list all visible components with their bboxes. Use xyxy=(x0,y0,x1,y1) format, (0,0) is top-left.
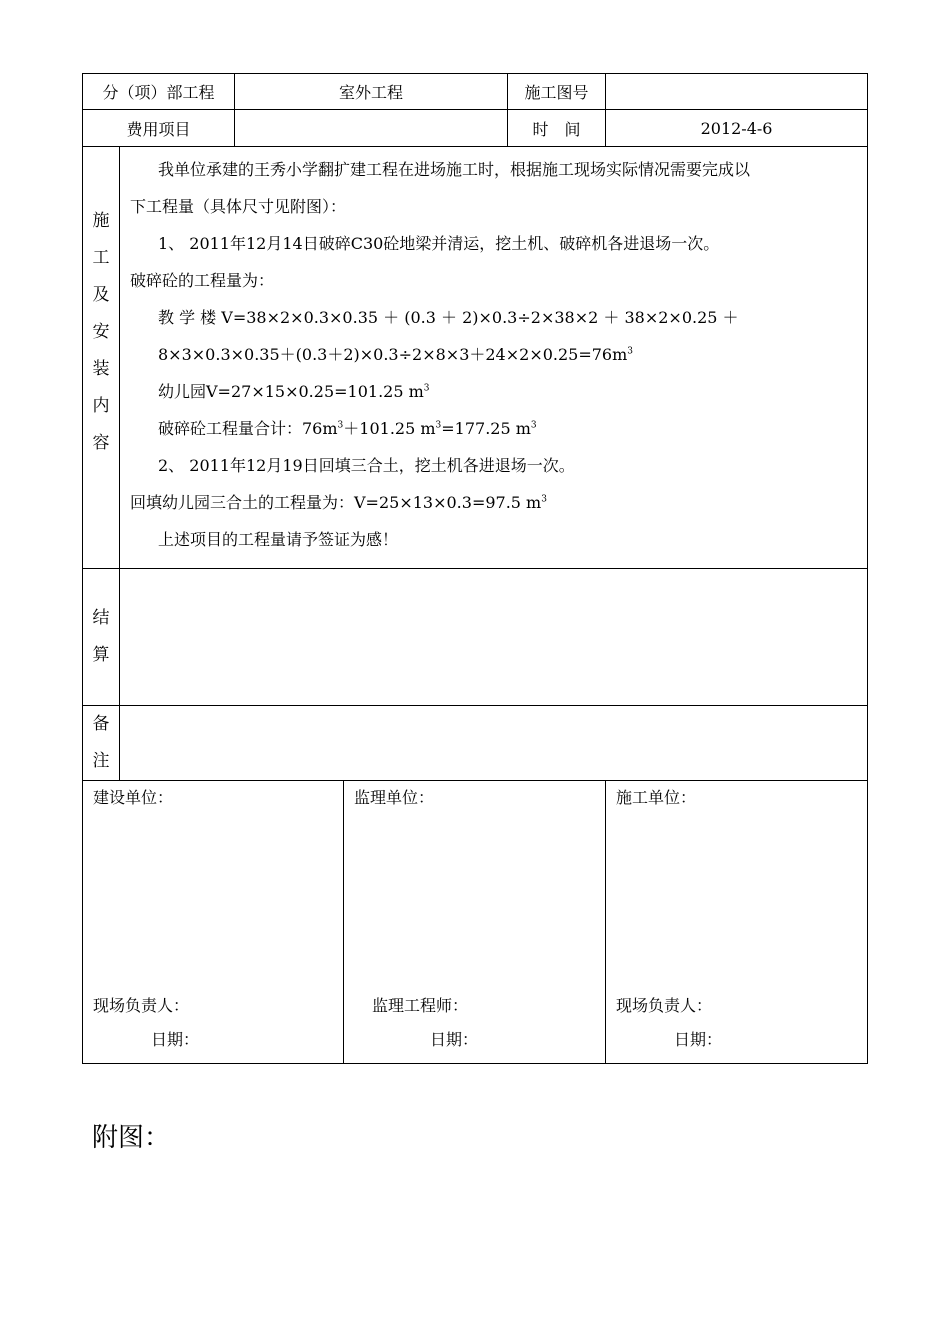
contractor-date-label: 日期： xyxy=(674,1030,723,1049)
sub-project-label: 分（项）部工程 xyxy=(83,74,235,110)
owner-label: 建设单位： xyxy=(93,788,174,807)
contractor-label: 施工单位： xyxy=(616,788,697,807)
owner-date-label: 日期： xyxy=(151,1030,200,1049)
item-1: 1、 2011年12月14日破碎C30砼地梁并清运，挖土机、破碎机各进退场一次。 xyxy=(158,234,720,253)
item-2-calc: 回填幼儿园三合土的工程量为：V=25×13×0.3=97.5 $m^3$ xyxy=(130,493,547,512)
item-1-sub: 破碎砼的工程量为： xyxy=(130,271,275,290)
attachment-label: 附图： xyxy=(92,1123,171,1153)
contractor-signature-cell xyxy=(606,781,868,1064)
calc-1-line-b: $8\times 3\times 0.3\times 0.35+(0.3+2)\times 0.3\div 2\times 8\times 3+24\times 2\times 0.25=76m^3$ xyxy=(158,345,634,364)
supervisor-label: 监理单位： xyxy=(354,788,435,807)
owner-person-label: 现场负责人： xyxy=(93,996,190,1015)
header-row-2 xyxy=(83,110,868,147)
closing-line: 上述项目的工程量请予签证为感！ xyxy=(158,530,399,549)
owner-signature-cell xyxy=(83,781,344,1064)
drawing-number-label: 施工图号 xyxy=(508,74,606,110)
settlement-body xyxy=(120,569,868,706)
supervisor-person-label: 监理工程师： xyxy=(372,996,469,1015)
remarks-row xyxy=(83,706,868,781)
date-value: 2012-4-6 xyxy=(606,110,868,147)
settlement-label: 结 算 xyxy=(83,569,120,706)
drawing-number-value xyxy=(606,74,868,110)
content-body xyxy=(120,147,868,569)
supervisor-signature-cell xyxy=(344,781,606,1064)
visa-form-table xyxy=(82,73,868,1064)
cost-item-label: 费用项目 xyxy=(83,110,235,147)
intro-line-1: 我单位承建的王秀小学翻扩建工程在进场施工时，根据施工现场实际情况需要完成以 xyxy=(158,160,751,179)
signature-row xyxy=(83,781,868,1064)
total-line: 破碎砼工程量合计：$76m^3+101.25$ $m^3=177.25$ $m^3$ xyxy=(158,419,537,438)
time-label: 时 间 xyxy=(508,110,606,147)
intro-line-2: 下工程量（具体尺寸见附图）： xyxy=(130,197,347,216)
settlement-row xyxy=(83,569,868,706)
sub-project-value: 室外工程 xyxy=(235,74,508,110)
calc-2: 幼儿园V=27×15×0.25=101.25 $m^3$ xyxy=(158,382,430,401)
remarks-label: 备 注 xyxy=(83,706,120,781)
item-2: 2、 2011年12月19日回填三合土，挖土机各进退场一次。 xyxy=(158,456,575,475)
content-section-label: 施 工 及 安 装 内 容 xyxy=(83,147,120,569)
content-row xyxy=(83,147,868,569)
supervisor-date-label: 日期： xyxy=(430,1030,479,1049)
calc-1-line-a: 教 学 楼 V=38×2×0.3×0.35 ＋ (0.3 ＋ 2)×0.3÷2×38×2 ＋ 38×2×0.25 ＋ xyxy=(158,308,739,327)
contractor-person-label: 现场负责人： xyxy=(616,996,713,1015)
remarks-body xyxy=(120,706,868,781)
header-row-1 xyxy=(83,74,868,110)
cost-item-value xyxy=(235,110,508,147)
